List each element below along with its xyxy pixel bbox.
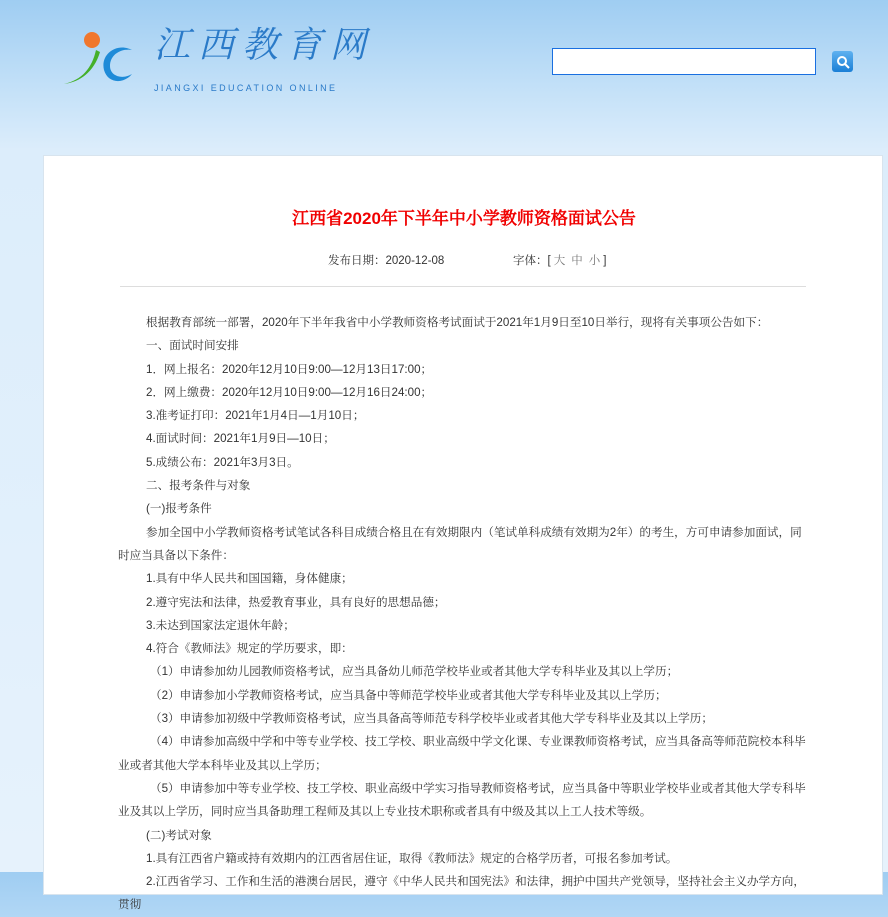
paragraph: （4）申请参加高级中学和中等专业学校、技工学校、职业高级中学文化课、专业课教师资格考试，应当具备高等师范院校本科毕业或者其他大学本科毕业及其以上学历；: [118, 735, 806, 772]
article-card: [43, 155, 883, 912]
article-meta: [44, 252, 884, 270]
font-label: 字体：: [513, 255, 548, 267]
site-logo[interactable]: [62, 24, 375, 100]
paragraph: 1.具有中华人民共和国国籍，身体健康；: [146, 572, 353, 586]
section-heading: 一、面试时间安排: [146, 339, 239, 353]
site-name-en: JIANGXI EDUCATION ONLINE: [154, 83, 338, 93]
paragraph: （2）申请参加小学教师资格考试，应当具备中等师范学校毕业或者其他大学专科毕业及其以上学历；: [150, 688, 667, 702]
logo-emblem-icon: [62, 28, 137, 88]
font-size-controls: [513, 252, 606, 270]
bracket-close: ]: [603, 255, 607, 267]
search-input[interactable]: [552, 48, 816, 75]
paragraph: 2．网上缴费：2020年12月10日9:00—12月16日24:00；: [146, 385, 433, 399]
article-title: 江西省2020年下半年中小学教师资格面试公告: [292, 209, 636, 228]
paragraph: 1.具有江西省户籍或持有效期内的江西省居住证，取得《教师法》规定的合格学历者，可报名参加考试。: [146, 851, 678, 865]
bracket-open: [: [547, 255, 551, 267]
paragraph: 参加全国中小学教师资格考试笔试各科目成绩合格且在有效期限内（笔试单科成绩有效期为2年）的考生，方可申请参加面试，同时应当具备以下条件：: [118, 525, 802, 562]
paragraph: 1．网上报名：2020年12月10日9:00—12月13日17:00；: [146, 362, 433, 376]
paragraph: 4.符合《教师法》规定的学历要求，即：: [146, 642, 353, 656]
font-large-link[interactable]: 大: [553, 255, 566, 267]
paragraph: 2.遵守宪法和法律，热爱教育事业，具有良好的思想品德；: [146, 595, 446, 609]
paragraph: （5）申请参加中等专业学校、技工学校、职业高级中学实习指导教师资格考试，应当具备中等职业学校毕业或者其他大学专科毕业及其以上学历，同时应当具备助理工程师及其以上专业技术职称或者具有中级及其以上工人技术等级。: [118, 781, 806, 819]
subsection-heading: (一)报考条件: [146, 502, 212, 516]
section-heading: 二、报考条件与对象: [146, 479, 251, 493]
site-name-cn: 江西教育网: [154, 25, 375, 66]
paragraph: （3）申请参加初级中学教师资格考试，应当具备高等师范专科学校毕业或者其他大学专科毕业及其以上学历；: [150, 712, 713, 726]
paragraph: 2.江西省学习、工作和生活的港澳台居民，遵守《中华人民共和国宪法》和法律，拥护中国共产党领导，坚持社会主义办学方向，贯彻: [118, 875, 805, 912]
font-medium-link[interactable]: 中: [571, 255, 583, 267]
paragraph: 3.未达到国家法定退休年龄；: [146, 618, 295, 632]
paragraph: 4.面试时间：2021年1月9日—10日；: [146, 432, 335, 446]
font-small-link[interactable]: 小: [588, 255, 601, 267]
article-body: [118, 311, 810, 917]
divider: [120, 286, 806, 287]
publish-date: 发布日期：2020-12-08: [328, 255, 445, 267]
site-header: [0, 0, 888, 150]
paragraph: 根据教育部统一部署，2020年下半年我省中小学教师资格考试面试于2021年1月9日至10日举行，现将有关事项公告如下：: [146, 316, 769, 329]
paragraph: 3.准考证打印：2021年1月4日—1月10日；: [146, 409, 365, 423]
paragraph: 5.成绩公布：2021年3月3日。: [146, 455, 299, 469]
subsection-heading: (二)考试对象: [146, 828, 212, 842]
search-icon: [836, 55, 850, 69]
paragraph: （1）申请参加幼儿园教师资格考试，应当具备幼儿师范学校毕业或者其他大学专科毕业及其以上学历；: [150, 665, 679, 679]
search-button[interactable]: [832, 51, 853, 72]
